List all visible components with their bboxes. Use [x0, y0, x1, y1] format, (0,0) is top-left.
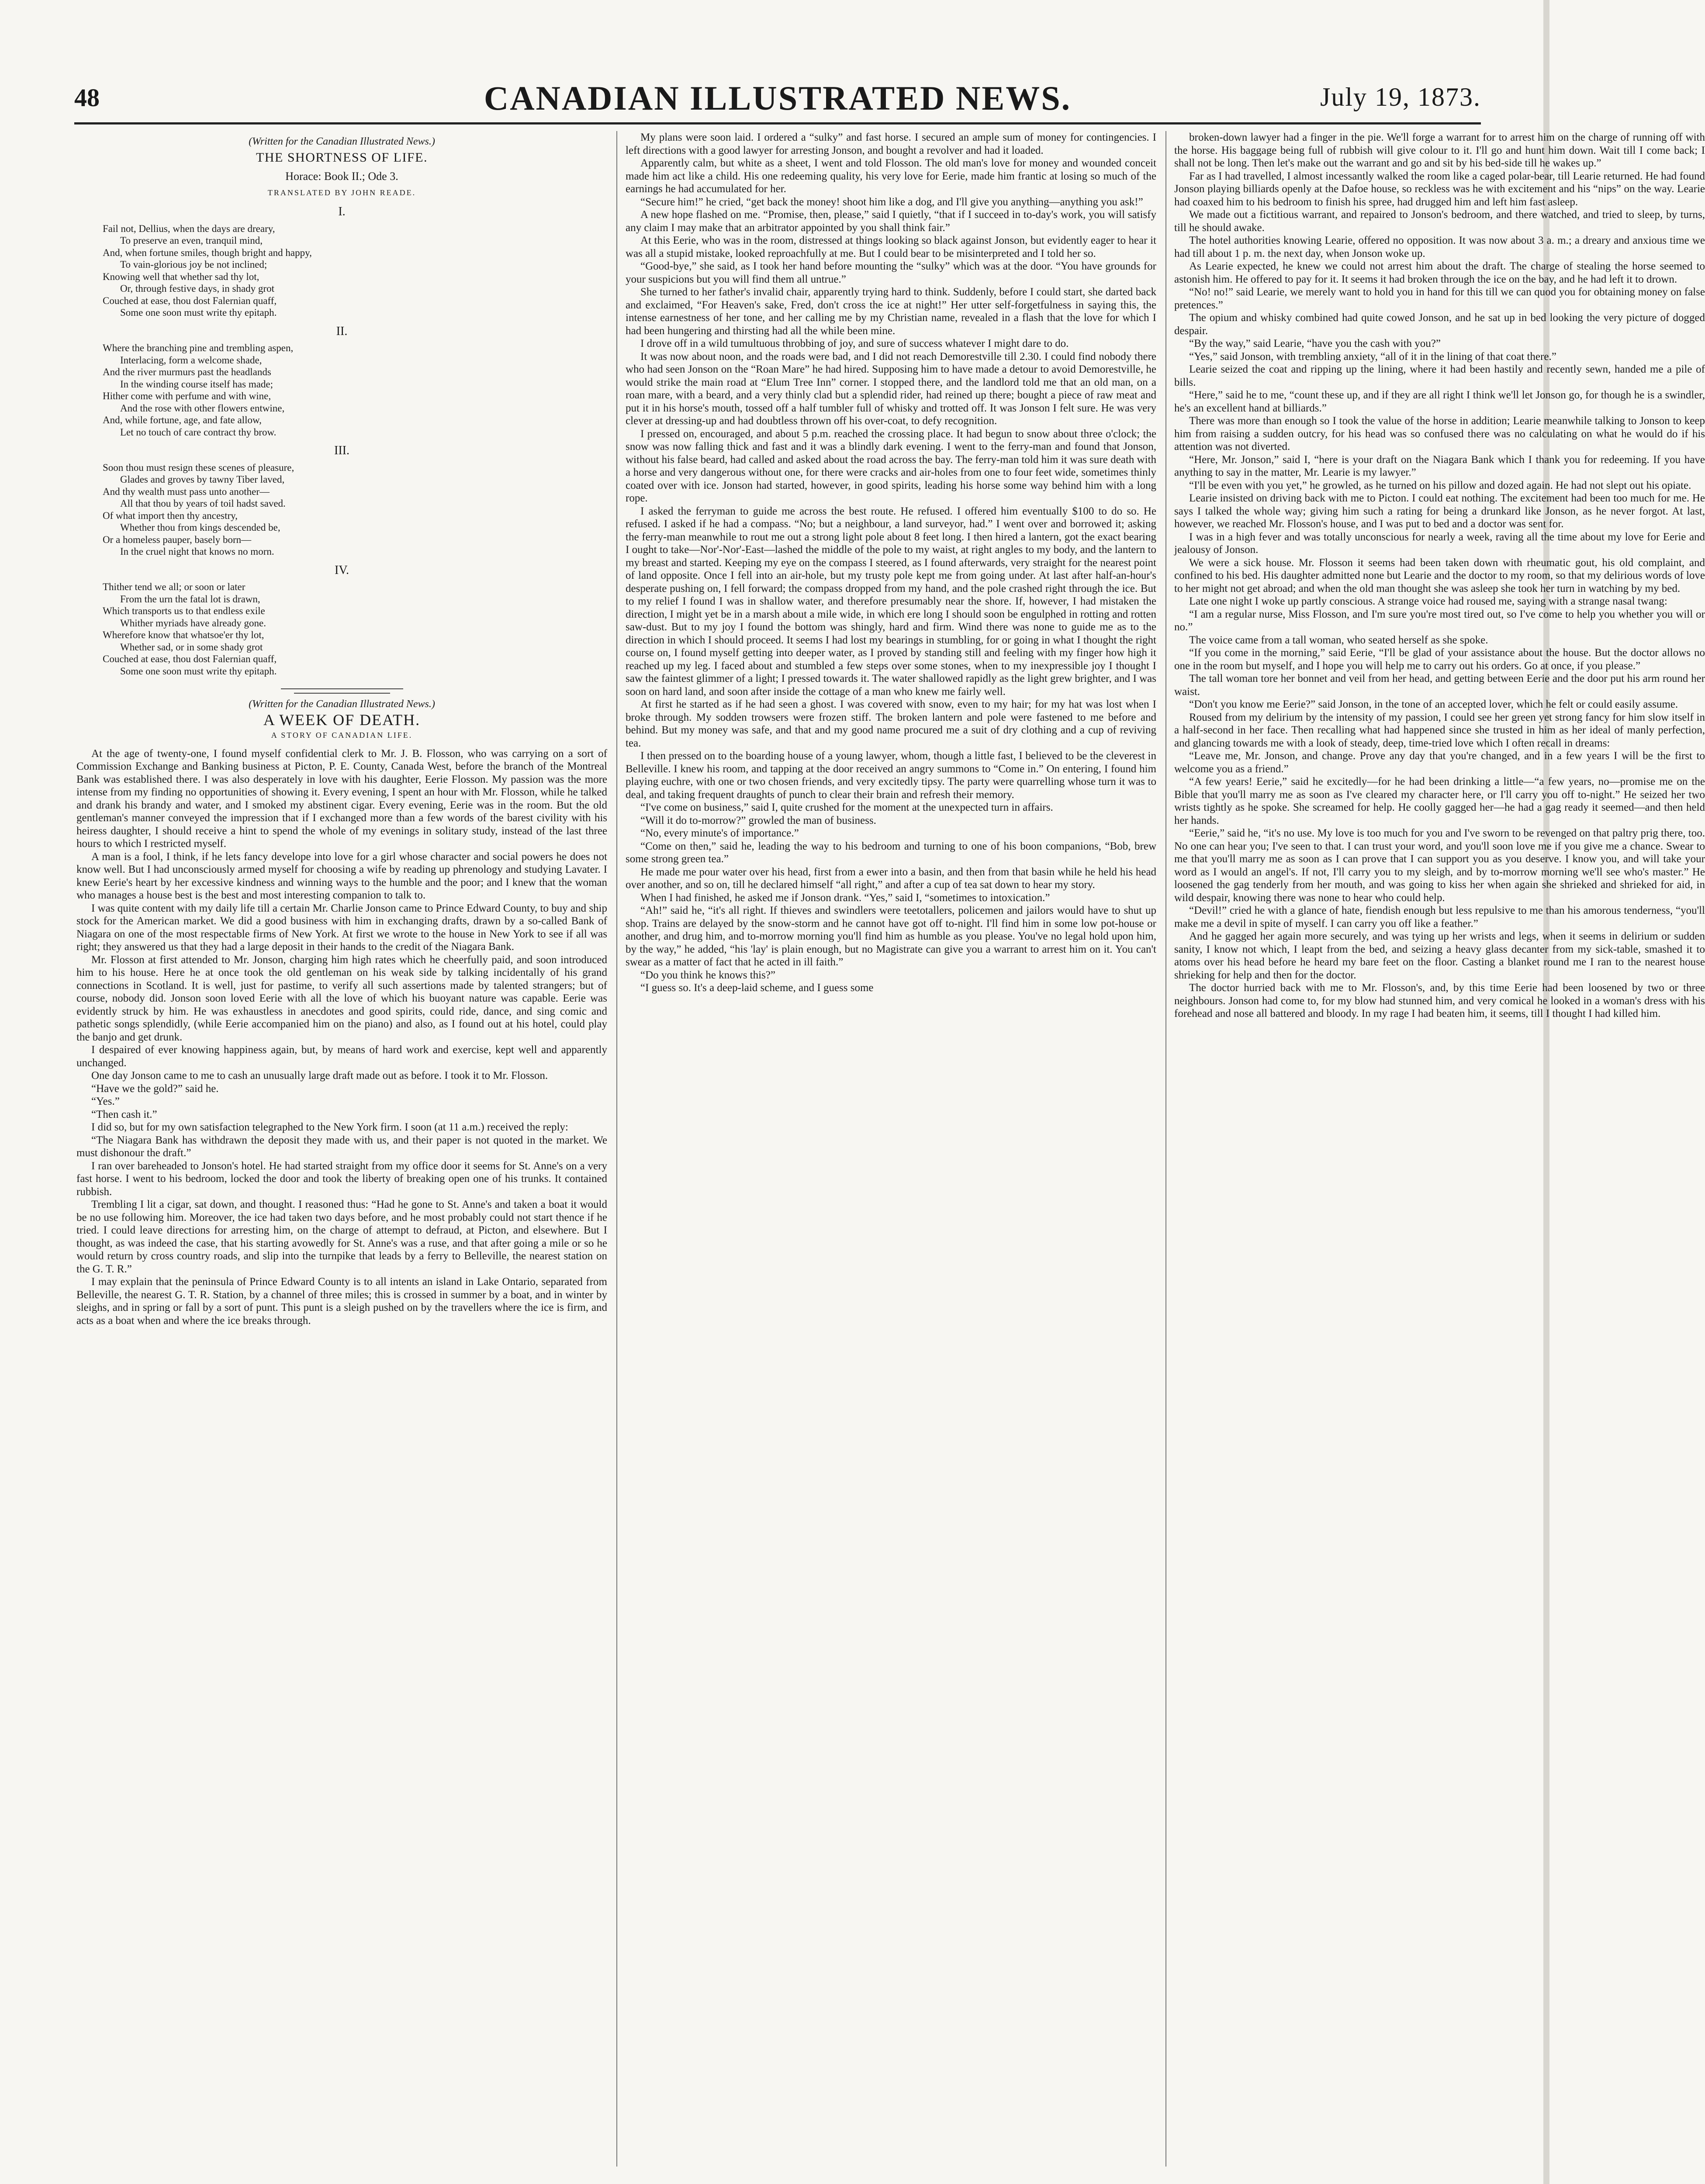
- poem-source: Horace: Book II.; Ode 3.: [285, 170, 398, 183]
- story-paragraph: One day Jonson came to me to cash an unusually large draft made out as before. I took it to Mr. Flosson.: [91, 1070, 548, 1082]
- poem-line: And the river murmurs past the headlands: [103, 366, 271, 377]
- poem-line: Glades and groves by tawny Tiber laved,: [120, 474, 285, 485]
- story-paragraph: I was quite content with my daily life till a certain Mr. Charlie Jonson came to Prince Edward County, to buy and ship stock for the American market. We did a good business with him in exchanging drafts, drawn by a so-called Bank of Niagara on one of the most respectable firms of New York. At first we wrote to the house in New York to see if all was right; they answered us that they had a large deposit in their hands to the credit of the Niagara Bank.: [76, 902, 607, 953]
- poem-line: Couched at ease, thou dost Falernian quaff,: [103, 295, 277, 306]
- column-2: [626, 131, 1156, 2175]
- poem-line: In the cruel night that knows no morn.: [120, 546, 274, 557]
- story-paragraph: I did so, but for my own satisfaction telegraphed to the New York firm. I soon (at 11 a.m.) received the reply:: [91, 1121, 568, 1133]
- poem-stanza: [76, 581, 607, 677]
- story-paragraph: “Eerie,” said he, “it's no use. My love is too much for you and I've sworn to be revenged on that paltry prig there, too. No one can hear you; I've seen to that. I can trust your word, and you'll soon love me if you give me a chance. Swear to me that you'll marry me as soon as I can prove that I can support you as you deserve. I know you, and will take your word as I would an angel's. If not, I'll carry you to my sleigh, and by to-morrow morning we'll see who's master.” He loosened the gag tenderly from her mouth, and was going to kiss her when again she shrieked and shrieked for aid, in wild despair, knowing there was none to hear who could help.: [1174, 827, 1705, 904]
- poem-credit: (Written for the Canadian Illustrated News.): [249, 136, 435, 147]
- stanza-numeral: II.: [336, 324, 348, 338]
- column-divider: [1165, 131, 1166, 2167]
- story-paragraph: A new hope flashed on me. “Promise, then, please,” said I quietly, “that if I succeed in to-day's work, you will satisfy any claim I may make that an arbitrator appointed by you shall think fair.”: [626, 209, 1156, 234]
- story-paragraph: “The Niagara Bank has withdrawn the deposit they made with us, and their paper is not quoted in the market. We must dishonour the draft.”: [76, 1134, 607, 1159]
- story-paragraph: “A few years! Eerie,” said he excitedly—for he had been drinking a little—“a few years, no—promise me on the Bible that you'll marry me as soon as I've cleared my character here, or I'll carry you off to-night.” He seized her two wrists tightly as he spoke. She screamed for help. He coolly gagged her—he had a gag ready it seemed—and then held her hands.: [1174, 776, 1705, 826]
- poem-line: Or, through festive days, in shady grot: [120, 283, 274, 294]
- story-paragraph: When I had finished, he asked me if Jonson drank. “Yes,” said I, “sometimes to intoxication.”: [640, 892, 1050, 904]
- story-credit: (Written for the Canadian Illustrated News.): [249, 698, 435, 710]
- poem-line: Knowing well that whether sad thy lot,: [103, 271, 259, 282]
- poem-line: To vain-glorious joy be not inclined;: [120, 259, 267, 270]
- story-paragraph: “Yes.”: [91, 1095, 120, 1107]
- column-1: [76, 131, 607, 2175]
- story-paragraph: “Here,” said he to me, “count these up, and if they are all right I think we'll let Jonson go, for though he is a swindler, he's an excellent hand at billiards.”: [1174, 389, 1705, 414]
- poem-stanzas: [76, 205, 607, 677]
- story-paragraph: The doctor hurried back with me to Mr. Flosson's, and, by this time Eerie had been loosened by two or three neighbours. Jonson had come to, for my blow had stunned him, and very comical he looked in a woman's dress with his forehead and nose all battered and bloody. In my rage I had beaten him, it seems, till I thought I had killed him.: [1174, 982, 1705, 1019]
- story-paragraph: “Don't you know me Eerie?” said Jonson, in the tone of an accepted lover, which he felt or could easily assume.: [1189, 698, 1678, 710]
- poem-title: THE SHORTNESS OF LIFE.: [256, 150, 428, 165]
- story-paragraph: “Do you think he knows this?”: [640, 969, 775, 981]
- story-paragraph: “Have we the gold?” said he.: [91, 1082, 219, 1095]
- story-paragraph: And he gagged her again more securely, and was tying up her wrists and legs, when it seems in delirium or sudden sanity, I know not which, I leapt from the bed, and seizing a heavy glass decanter from my sick-table, smashed it to atoms over his head before he heard my bare feet on the floor. Casting a blanket round me I ran to the nearest house shrieking for help and then for the doctor.: [1174, 930, 1705, 981]
- story-paragraph: At this Eerie, who was in the room, distressed at things looking so black against Jonson, but evidently eager to hear it was all a stupid mistake, looked reproachfully at me. But I could bear to be misinterpreted and I told her so.: [626, 235, 1156, 259]
- poem-line: Some one soon must write thy epitaph.: [120, 307, 277, 318]
- story-paragraph: “If you come in the morning,” said Eerie, “I'll be glad of your assistance about the house. But the doctor allows no one in the room but myself, and I hope you will help me to carry out his orders. Go at once, if you please.”: [1174, 647, 1705, 672]
- masthead: [74, 79, 1481, 118]
- poem-line: From the urn the fatal lot is drawn,: [120, 593, 260, 605]
- story-paragraph: “Here, Mr. Jonson,” said I, “here is your draft on the Niagara Bank which I thank you for redeeming. If you have anything to say in the matter, Mr. Learie is my lawyer.”: [1174, 453, 1705, 478]
- story-paragraph: “No, every minute's of importance.”: [640, 827, 799, 839]
- poem-line: Of what import then thy ancestry,: [103, 510, 238, 521]
- poem-line: And, when fortune smiles, though bright and happy,: [103, 247, 312, 258]
- story-paragraph: Learie insisted on driving back with me to Picton. I could eat nothing. The excitement had been too much for me. He says I talked the whole way; giving him such a rating for being a drunkard like Jonson, as he never forgot. At last, however, we reached Mr. Flosson's house, and I was put to bed and a doctor was sent for.: [1174, 492, 1705, 530]
- story-subtitle: A STORY OF CANADIAN LIFE.: [271, 731, 413, 740]
- poem-line: Some one soon must write thy epitaph.: [120, 665, 277, 677]
- story-paragraph: “Come on then,” said he, leading the way to his bedroom and turning to one of his boon companions, “Bob, brew some strong green tea.”: [626, 840, 1156, 865]
- story-paragraph: I then pressed on to the boarding house of a young lawyer, whom, though a little fast, I believed to be the cleverest in Belleville. I knew his room, and tapping at the door received an angry summons to “Come in.” On entering, I found him playing euchre, with one or two chosen friends, and very excitedly tipsy. The party were quarrelling whose turn it was to deal, and taking frequent draughts of punch to clear their brain and refresh their memory.: [626, 750, 1156, 801]
- story-paragraph: “Devil!” cried he with a glance of hate, fiendish enough but less repulsive to me than his amorous tenderness, “you'll make me a devil in spite of myself. I can carry you off like a feather.”: [1174, 905, 1705, 930]
- story-paragraph: “Good-bye,” she said, as I took her hand before mounting the “sulky” which was at the door. “You have grounds for your suspicions but you will find them all untrue.”: [626, 260, 1156, 285]
- poem-line: Whither myriads have already gone.: [120, 617, 266, 629]
- story-paragraph: The hotel authorities knowing Learie, offered no opposition. It was now about 3 a. m.; a dreary and anxious time we had till about 1 p. m. the next day, when Jonson woke up.: [1174, 235, 1705, 259]
- poem-line: In the winding course itself has made;: [120, 378, 273, 390]
- poem-line: All that thou by years of toil hadst saved.: [120, 498, 286, 509]
- story-paragraph: “Yes,” said Jonson, with trembling anxiety, “all of it in the lining of that coat there.”: [1189, 350, 1556, 363]
- story-paragraph: “No! no!” said Learie, we merely want to hold you in hand for this till we can quod you for obtaining money on false pretences.”: [1174, 286, 1705, 311]
- poem-line: Whether sad, or in some shady grot: [120, 641, 263, 653]
- poem-stanza: [76, 462, 607, 558]
- poem-line: Hither come with perfume and with wine,: [103, 390, 271, 401]
- stanza-numeral: III.: [334, 444, 349, 457]
- story-paragraph: At the age of twenty-one, I found myself confidential clerk to Mr. J. B. Flosson, who was carrying on a sort of Commission Exchange and Banking business at Picton, P. E. County, Canada West, before the branch of the Montreal Bank was established there. I was also desperately in love with his daughter, Eerie Flosson. My passion was the more intense from my finding no opportunities of showing it. Every evening, I spent an hour with Mr. Flosson, while he talked and drank his brandy and water, and I smoked my abstinent cigar. Every evening, Eerie was in the room. But the old gentleman's manner conveyed the impression that if I exchanged more than a few words of the barest civility with his heiress daughter, I should receive a hint to spend the whole of my evenings in solitary study, instead of the last three hours to which I restricted myself.: [76, 747, 607, 850]
- story-paragraph: Roused from my delirium by the intensity of my passion, I could see her green yet strong fancy for him slow itself in a half-second in her face. Then recalling what had happened since she trusted in him as her ideal of manly perfection, and glancing towards me with a look of steady, deep, time-tried love which I often recall in dreams:: [1174, 711, 1705, 749]
- section-divider: [281, 688, 403, 689]
- story-paragraph: We made out a fictitious warrant, and repaired to Jonson's bedroom, and there watched, and tried to sleep, by turns, till he should awake.: [1174, 209, 1705, 234]
- story-paragraph: broken-down lawyer had a finger in the pie. We'll forge a warrant for to arrest him on the charge of running off with the horse. His baggage being full of rubbish will give colour to it. I'll go and hunt him down. Wait till I come back; I shall not be long. Then let's make out the warrant and go and sit by his bed-side till he wakes up.”: [1174, 131, 1705, 169]
- poem-line: Soon thou must resign these scenes of pleasure,: [103, 462, 294, 473]
- poem-line: Fail not, Dellius, when the days are dreary,: [103, 223, 275, 234]
- poem-line: And, while fortune, age, and fate allow,: [103, 415, 262, 425]
- story-paragraph: The voice came from a tall woman, who seated herself as she spoke.: [1189, 634, 1488, 646]
- poem-line: Interlacing, form a welcome shade,: [120, 354, 262, 366]
- story-paragraph: “Ah!” said he, “it's all right. If thieves and swindlers were teetotallers, policemen and jailors would have to shut up shop. Trains are delayed by the snow-storm and he cannot have got off to-night. I'll find him in some low pot-house or another, and drug him, and to-morrow morning you'll find him as humble as you please. You've no legal hold upon him, by the way,” he added, “his 'lay' is plain enough, but no Magistrate can give you a warrant to arrest him on it. You can't swear as a matter of fact that he acted in ill faith.”: [626, 905, 1156, 968]
- story-paragraph: The tall woman tore her bonnet and veil from her head, and getting between Eerie and the door put his arm round her waist.: [1174, 673, 1705, 698]
- story-paragraph: I ran over bareheaded to Jonson's hotel. He had started straight from my office door it seems for St. Anne's on a very fast horse. I went to his bedroom, locked the door and took the liberty of breaking open one of his trunks. It contained rubbish.: [76, 1160, 607, 1198]
- story-paragraph: “By the way,” said Learie, “have you the cash with you?”: [1189, 338, 1441, 349]
- story-paragraph: “I'll be even with you yet,” he growled, as he turned on his pillow and dozed again. He had not slept out his opiate.: [1189, 479, 1691, 491]
- story-paragraph: As Learie expected, he knew we could not arrest him about the draft. The charge of stealing the horse seemed to astonish him. He offered to pay for it. It seems it had broken through the ice on the bay, and he had left it to drown.: [1174, 260, 1705, 285]
- stanza-numeral: I.: [338, 205, 346, 218]
- poem-stanza: [76, 342, 607, 438]
- story-paragraph: Far as I had travelled, I almost incessantly walked the room like a caged polar-bear, till Learie returned. He had found Jonson playing billiards openly at the Dafoe house, so reckless was he with excitement and his “nips” on the way. Learie had coaxed him to his bedroom to finish his spree, had drugged him and left him fast asleep.: [1174, 170, 1705, 208]
- story-paragraph: Learie seized the coat and ripping up the lining, where it had been hastily and recently sewn, handed me a pile of bills.: [1174, 363, 1705, 388]
- poem-line: And the rose with other flowers entwine,: [120, 402, 285, 414]
- story-paragraph: “Will it do to-morrow?” growled the man of business.: [640, 814, 876, 826]
- story-paragraph: At first he started as if he had seen a ghost. I was covered with snow, even to my hair; for my hat was lost when I broke through. My sodden trowsers were frozen stiff. The broken lantern and pole were fastened to me before and behind. But my money was safe, and that and my good name procured me a suit of dry clothing and a cup of reviving tea.: [626, 698, 1156, 749]
- story-paragraph: “Then cash it.”: [91, 1108, 157, 1120]
- story-paragraph: “I guess so. It's a deep-laid scheme, and I guess some: [640, 982, 874, 994]
- story-body-col3: [1174, 131, 1705, 1020]
- story-paragraph: He made me pour water over his head, first from a ewer into a basin, and then from that basin while he held his head over another, and so on, till he declared himself “all right,” and after a cup of tea sat down to hear my story.: [626, 866, 1156, 891]
- story-paragraph: Trembling I lit a cigar, sat down, and thought. I reasoned thus: “Had he gone to St. Anne's and taken a boat it would be no use following him. Moreover, the ice had taken two days before, and he most probably could not start thence if he tried. I could leave directions for arresting him, on the charge of attempt to defraud, at Picton, and elsewhere. But I thought, as was indeed the case, that his starting avowedly for St. Anne's was a ruse, and that after going a mile or so he would return by cross country roads, and slip into the turnpike that leads by a ferry to Belleville, the nearest station on the G. T. R.”: [76, 1199, 607, 1275]
- poem-line: And thy wealth must pass unto another—: [103, 486, 270, 497]
- story-paragraph: “I am a regular nurse, Miss Flosson, and I'm sure you're most tired out, so I've come to help you whether you will or no.”: [1174, 608, 1705, 633]
- issue-date: July 19, 1873.: [1320, 83, 1481, 111]
- story-paragraph: I was in a high fever and was totally unconscious for nearly a week, raving all the time about my love for Eerie and jealousy of Jonson.: [1174, 531, 1705, 556]
- poem-line: Which transports us to that endless exile: [103, 605, 265, 616]
- story-paragraph: A man is a fool, I think, if he lets fancy develope into love for a girl whose character and social powers he does not know well. But I had unconsciously armed myself for choosing a wife by reading up phrenology and studying Lavater. I knew Eerie's heart by her excessive kindness and winning ways to the humble and the poor; and I knew that the woman who manages a house best is the best and most interesting companion to talk to.: [76, 850, 607, 901]
- story-paragraph: “Secure him!” he cried, “get back the money! shoot him like a dog, and I'll give you anything—anything you ask!”: [640, 196, 1143, 208]
- poem-line: Where the branching pine and trembling aspen,: [103, 342, 294, 353]
- story-paragraph: Apparently calm, but white as a sheet, I went and told Flosson. The old man's love for money and wounded conceit made him act like a child. His one redeeming quality, his very love for Eerie, made him frantic at losing so much of the earnings he had accumulated for her.: [626, 157, 1156, 195]
- section-divider: [294, 693, 390, 694]
- story-body-col1: [76, 747, 607, 1327]
- page-number: 48: [74, 83, 100, 112]
- poem-line: To preserve an even, tranquil mind,: [120, 235, 263, 246]
- story-paragraph: It was now about noon, and the roads were bad, and I did not reach Demorestville till 2.30. I could find nobody there who had seen Jonson on the “Roan Mare” he had hired. Supposing him to have made a detour to avoid Demorestville, he would strike the main road at “Elum Tree Inn” corner. I stopped there, and the landlord told me that an old man, on a roan mare, with a beard, and a very thinly clad but a splendid rider, had reined up there; bought a piece of raw meat and put it in his horse's mouth, tossed off a half tumbler full of whisky and trotted off. It was Jonson I felt sure. He was very clever at dressing-up and had doubtless thrown off his over-coat, to defy recognition.: [626, 350, 1156, 427]
- masthead-rule: [74, 122, 1481, 124]
- poem-line: Couched at ease, thou dost Falernian quaff,: [103, 653, 277, 664]
- story-body-col2: [626, 131, 1156, 995]
- poem-line: Thither tend we all; or soon or later: [103, 581, 246, 592]
- paper-name: CANADIAN ILLUSTRATED NEWS.: [484, 79, 1072, 117]
- poem-line: Let no touch of care contract thy brow.: [120, 426, 277, 438]
- story-paragraph: “Leave me, Mr. Jonson, and change. Prove any day that you're changed, and in a few years I will be the first to welcome you as a friend.”: [1174, 750, 1705, 775]
- story-paragraph: Late one night I woke up partly conscious. A strange voice had roused me, saying with a strange nasal twang:: [1189, 595, 1667, 607]
- story-paragraph: She turned to her father's invalid chair, apparently trying hard to think. Suddenly, before I could start, she darted back and exclaimed, “For Heaven's sake, Fred, don't cross the ice at night!” Her utter self-forgetfulness in saying this, the intense earnestness of her tone, and her calling me by my Christian name, revealed in a flash that the love for which I had been hungering and thirsting had all the while been mine.: [626, 286, 1156, 337]
- poem-line: Wherefore know that whatsoe'er thy lot,: [103, 629, 264, 640]
- story-paragraph: Mr. Flosson at first attended to Mr. Jonson, charging him high rates which he cheerfully paid, and soon introduced him to his house. Here he at once took the old gentleman on his weak side by talking incidentally of his grand connections in Scotland. It is well, just for pastime, to verify all such assertions made by talented strangers; but of course, nobody did. Jonson soon loved Eerie with all the love of which his buoyant nature was capable. Eerie was evidently struck by him. He was exhaustless in anecdotes and good spirits, could ride, dance, and sing comic and pathetic songs splendidly, (while Eerie accompanied him on the piano) and also, as I found out at his hotel, could play the banjo and get drunk.: [76, 954, 607, 1043]
- story-paragraph: I despaired of ever knowing happiness again, but, by means of hard work and exercise, kept well and apparently unchanged.: [76, 1044, 607, 1069]
- story-paragraph: I may explain that the peninsula of Prince Edward County is to all intents an island in Lake Ontario, separated from Belleville, the nearest G. T. R. Station, by a channel of three miles; this is crossed in summer by a boat, and in winter by sleighs, and in spring or fall by a sort of punt. This punt is a sleigh pushed on by the travellers where the ice is firm, and acts as a boat when and where the ice breaks through.: [76, 1276, 607, 1327]
- story-paragraph: We were a sick house. Mr. Flosson it seems had been taken down with rheumatic gout, his old complaint, and confined to his bed. His daughter admitted none but Learie and the doctor to my room, so that my delirious words of love to her might not get abroad; and when the old man thought she was asleep she took her turn in watching by my bed.: [1174, 556, 1705, 594]
- stanza-numeral: IV.: [335, 563, 349, 577]
- story-title: A WEEK OF DEATH.: [263, 711, 421, 729]
- column-3: [1174, 131, 1705, 2175]
- story-paragraph: There was more than enough so I took the value of the horse in addition; Learie meanwhile talking to Jonson to keep him from raising a sudden outcry, for his head was so confused there was no calculating on what he would do if his attention was not diverted.: [1174, 415, 1705, 453]
- column-divider: [616, 131, 617, 2167]
- story-paragraph: I asked the ferryman to guide me across the best route. He refused. I offered him eventually $100 to do so. He refused. I asked if he had a compass. “No; but a neighbour, a land surveyor, had.” I went over and borrowed it; asking the ferry-man meanwhile to rout me out a strong light pole about 8 feet long. I then hired a lantern, got the exact bearing I ought to take—Nor'-Nor'-East—lashed the middle of the pole to my waist, at right angles to my body, and the lantern to my breast and started. Keeping my eye on the compass I steered, as I found afterwards, very straight for the nearest point of land opposite. Once I fell into an air-hole, but my trusty pole kept me from going under. At last after half-an-hour's desperate pushing on, I fell forward; the compass dropped from my hand, and the pole crashed right through the ice. But to my relief I found I was in shallow water, and therefore presumably near the shore. If, however, I had mistaken the direction, I might yet be in a marsh about a mile wide, in which ere long I should soon be engulphed in rotting and rotten saw-dust. But to my joy I found the bottom was shingly, hard and firm. Wind there was none to guide me as to the direction in which I should proceed. It seems I had lost my bearings in stumbling, for or going in what I thought the right course on, I found myself getting into deeper water, as I proved by standing still and feeling with my finger how high it reached up my leg. I faced about and stumbled a few steps over some stones, when to my inexpressible joy I thought I saw the faintest glimmer of a light; I pressed towards it. The water shallowed rapidly as the light grew brighter, and I was soon on hard land, and soon after inside the cottage of a man who knew me fairly well.: [626, 505, 1156, 698]
- poem-stanza: [76, 223, 607, 319]
- story-paragraph: I drove off in a wild tumultuous throbbing of joy, and sure of success whatever I might dare to do.: [640, 338, 1069, 349]
- story-paragraph: I pressed on, encouraged, and about 5 p.m. reached the crossing place. It had begun to snow about three o'clock; the snow was now falling thick and fast and it was a blindly dark evening. I went to the ferry-man and found that Jonson, without his false beard, had called and asked about the road across the bay. The ferry-man told him it was sure death with a horse and very dangerous without one, for there were cracks and air-holes from one to four feet wide, sometimes thinly coated over with ice. Jonson had started, however, in good spirits, leading his horse some way behind him with a long rope.: [626, 428, 1156, 504]
- poem-line: Whether thou from kings descended be,: [120, 522, 280, 533]
- poem-line: Or a homeless pauper, basely born—: [103, 534, 252, 545]
- story-paragraph: My plans were soon laid. I ordered a “sulky” and fast horse. I secured an ample sum of money for contingencies. I left directions with a good lawyer for arresting Jonson, and bought a revolver and had it loaded.: [626, 131, 1156, 156]
- story-paragraph: The opium and whisky combined had quite cowed Jonson, and he sat up in bed looking the very picture of dogged despair.: [1174, 312, 1705, 337]
- poem-translator: TRANSLATED BY JOHN READE.: [267, 188, 416, 197]
- story-paragraph: “I've come on business,” said I, quite crushed for the moment at the unexpected turn in affairs.: [640, 802, 1053, 813]
